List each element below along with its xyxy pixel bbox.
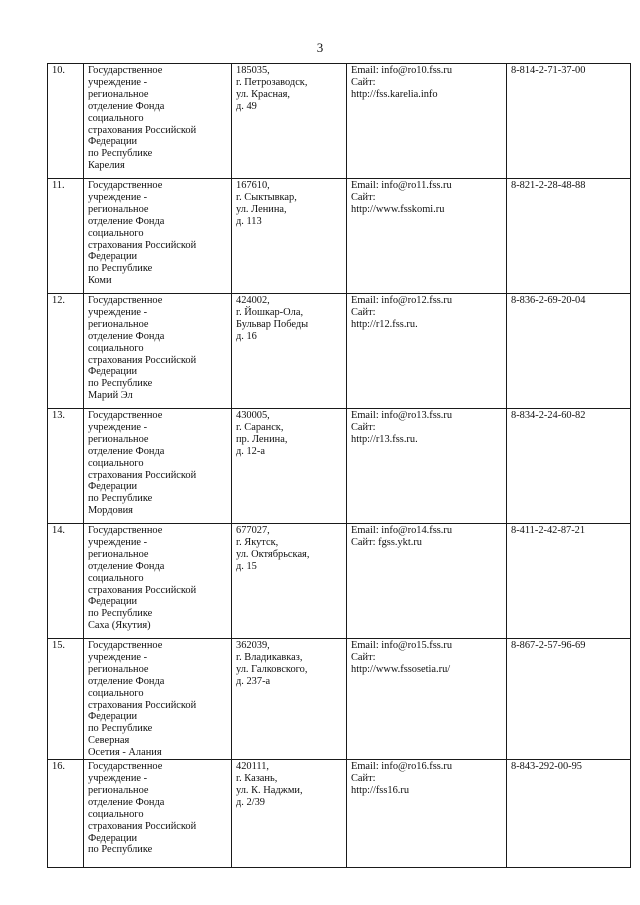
- name-line: Саха (Якутия): [88, 620, 151, 632]
- phone-cell: 8-836-2-69-20-04: [507, 294, 631, 409]
- name-line: Мордовия: [88, 505, 133, 517]
- name-line: отделение Фонда: [88, 675, 165, 687]
- name-line: социального: [88, 112, 144, 124]
- name-line: Федерации: [88, 832, 138, 844]
- contact-cell: [347, 64, 507, 179]
- name-line: учреждение -: [88, 76, 148, 88]
- address-cell: [232, 524, 347, 639]
- table-row: [48, 524, 631, 639]
- contact-cell: [347, 639, 507, 760]
- table-row: [48, 760, 631, 868]
- name-line: социального: [88, 572, 144, 584]
- address-line: 167610,: [236, 180, 270, 191]
- address-line: 430005,: [236, 410, 270, 421]
- name-line: Государственное: [88, 180, 163, 191]
- name-line: отделение Фонда: [88, 445, 165, 457]
- name-line: по Республике: [88, 493, 153, 505]
- name-line: региональное: [88, 88, 149, 100]
- name-line: Государственное: [88, 761, 163, 773]
- name-line: Федерации: [88, 481, 138, 493]
- address-line: ул. Галковского,: [236, 663, 308, 675]
- phone-cell: 8-411-2-42-87-21: [507, 524, 631, 639]
- name-line: социального: [88, 808, 144, 820]
- email-line: Email: info@ro14.fss.ru: [351, 525, 453, 536]
- organization-name-cell: [84, 639, 232, 760]
- name-line: страхования Российской: [88, 124, 197, 136]
- site-url: http://fss.karelia.info: [351, 88, 438, 100]
- organization-name-cell: [84, 524, 232, 639]
- phone-cell: 8-834-2-24-60-82: [507, 409, 631, 524]
- name-line: Коми: [88, 275, 112, 287]
- table-row: [48, 179, 631, 294]
- address-line: д. 2/39: [236, 796, 265, 808]
- name-line: региональное: [88, 318, 149, 330]
- organization-name-cell: [84, 760, 232, 868]
- address-line: г. Йошкар-Ола,: [236, 306, 304, 318]
- address-line: ул. Октябрьская,: [236, 548, 310, 560]
- name-line: страхования Российской: [88, 699, 197, 711]
- row-number-cell: 11.: [48, 179, 84, 294]
- name-line: отделение Фонда: [88, 100, 165, 112]
- row-number-cell: 13.: [48, 409, 84, 524]
- phone-cell: 8-821-2-28-48-88: [507, 179, 631, 294]
- row-number-cell: 16.: [48, 760, 84, 868]
- address-line: г. Сыктывкар,: [236, 191, 297, 203]
- address-line: д. 12-а: [236, 445, 265, 457]
- name-line: страхования Российской: [88, 820, 197, 832]
- name-line: учреждение -: [88, 306, 148, 318]
- address-line: д. 237-а: [236, 675, 271, 687]
- phone-cell: 8-814-2-71-37-00: [507, 64, 631, 179]
- organization-name-cell: [84, 409, 232, 524]
- address-cell: [232, 294, 347, 409]
- email-line: Email: info@ro16.fss.ru: [351, 761, 453, 773]
- name-line: страхования Российской: [88, 469, 197, 481]
- name-line: Государственное: [88, 525, 163, 536]
- name-line: по Республике: [88, 263, 153, 275]
- site-label: Сайт:: [351, 306, 376, 318]
- name-line: Осетия - Алания: [88, 747, 162, 759]
- address-line: г. Владикавказ,: [236, 651, 303, 663]
- email-line: Email: info@ro13.fss.ru: [351, 410, 453, 421]
- name-line: Федерации: [88, 366, 138, 378]
- name-line: по Республике: [88, 723, 153, 735]
- site-url: http://r12.fss.ru.: [351, 318, 418, 330]
- email-line: Email: info@ro12.fss.ru: [351, 295, 453, 306]
- table-row: [48, 639, 631, 760]
- address-line: г. Петрозаводск,: [236, 76, 308, 88]
- organization-name-cell: [84, 179, 232, 294]
- address-line: Бульвар Победы: [236, 318, 309, 330]
- name-line: региональное: [88, 203, 149, 215]
- name-line: социального: [88, 457, 144, 469]
- table-row: [48, 64, 631, 179]
- name-line: страхования Российской: [88, 354, 197, 366]
- address-line: д. 15: [236, 560, 257, 572]
- name-line: страхования Российской: [88, 584, 197, 596]
- name-line: страхования Российской: [88, 239, 197, 251]
- name-line: учреждение -: [88, 421, 148, 433]
- address-line: д. 49: [236, 100, 257, 112]
- name-line: по Республике: [88, 378, 153, 390]
- address-cell: [232, 64, 347, 179]
- phone-cell: 8-867-2-57-96-69: [507, 639, 631, 760]
- address-line: 424002,: [236, 295, 270, 306]
- site-url: http://r13.fss.ru.: [351, 433, 418, 445]
- site-label: Сайт:: [351, 76, 376, 88]
- email-line: Email: info@ro10.fss.ru: [351, 65, 453, 76]
- name-line: Северная: [88, 735, 130, 747]
- name-line: Государственное: [88, 295, 163, 306]
- fss-branch-table: [47, 63, 631, 868]
- address-line: ул. Красная,: [236, 88, 291, 100]
- name-line: Государственное: [88, 640, 163, 651]
- name-line: социального: [88, 342, 144, 354]
- name-line: отделение Фонда: [88, 796, 165, 808]
- address-line: ул. Ленина,: [236, 203, 287, 215]
- name-line: Государственное: [88, 410, 163, 421]
- name-line: отделение Фонда: [88, 215, 165, 227]
- name-line: Карелия: [88, 160, 125, 172]
- contact-cell: [347, 179, 507, 294]
- site-url: http://www.fsskomi.ru: [351, 203, 445, 215]
- name-line: региональное: [88, 433, 149, 445]
- address-line: 677027,: [236, 525, 270, 536]
- name-line: Федерации: [88, 711, 138, 723]
- contact-cell: [347, 760, 507, 868]
- site-label: Сайт:: [351, 651, 376, 663]
- organization-name-cell: [84, 64, 232, 179]
- row-number-cell: 15.: [48, 639, 84, 760]
- name-line: учреждение -: [88, 651, 148, 663]
- address-line: 185035,: [236, 65, 270, 76]
- name-line: учреждение -: [88, 772, 148, 784]
- row-number-cell: 12.: [48, 294, 84, 409]
- name-line: по Республике: [88, 608, 153, 620]
- site-label: Сайт:: [351, 191, 376, 203]
- address-cell: [232, 179, 347, 294]
- site-label: Сайт:: [351, 421, 376, 433]
- row-number-cell: 10.: [48, 64, 84, 179]
- address-line: ул. К. Наджми,: [236, 784, 303, 796]
- table-row: [48, 409, 631, 524]
- contact-cell: [347, 524, 507, 639]
- organization-name-cell: [84, 294, 232, 409]
- address-cell: [232, 760, 347, 868]
- contact-cell: [347, 294, 507, 409]
- name-line: региональное: [88, 663, 149, 675]
- address-line: г. Якутск,: [236, 536, 279, 548]
- name-line: Федерации: [88, 596, 138, 608]
- page-number: 3: [316, 40, 324, 55]
- name-line: по Республике: [88, 844, 153, 856]
- address-line: 362039,: [236, 640, 270, 651]
- address-cell: [232, 409, 347, 524]
- phone-cell: 8-843-292-00-95: [507, 760, 631, 868]
- email-line: Email: info@ro15.fss.ru: [351, 640, 453, 651]
- name-line: учреждение -: [88, 536, 148, 548]
- email-line: Email: info@ro11.fss.ru: [351, 180, 452, 191]
- name-line: Федерации: [88, 136, 138, 148]
- site-label: Сайт:: [351, 772, 376, 784]
- address-line: г. Казань,: [236, 772, 278, 784]
- name-line: региональное: [88, 548, 149, 560]
- address-line: 420111,: [236, 761, 269, 773]
- address-line: д. 16: [236, 330, 257, 342]
- name-line: социального: [88, 227, 144, 239]
- name-line: региональное: [88, 784, 149, 796]
- name-line: Федерации: [88, 251, 138, 263]
- name-line: по Республике: [88, 148, 153, 160]
- contact-cell: [347, 409, 507, 524]
- name-line: Марий Эл: [88, 390, 133, 402]
- address-cell: [232, 639, 347, 760]
- row-number-cell: 14.: [48, 524, 84, 639]
- address-line: г. Саранск,: [236, 421, 284, 433]
- site-line: Сайт: fgss.ykt.ru: [351, 536, 422, 548]
- name-line: отделение Фонда: [88, 330, 165, 342]
- name-line: учреждение -: [88, 191, 148, 203]
- name-line: социального: [88, 687, 144, 699]
- table-row: [48, 294, 631, 409]
- address-line: д. 113: [236, 215, 262, 227]
- name-line: Государственное: [88, 65, 163, 76]
- address-line: пр. Ленина,: [236, 433, 288, 445]
- site-url: http://fss16.ru: [351, 784, 410, 796]
- name-line: отделение Фонда: [88, 560, 165, 572]
- site-url: http://www.fssosetia.ru/: [351, 663, 451, 675]
